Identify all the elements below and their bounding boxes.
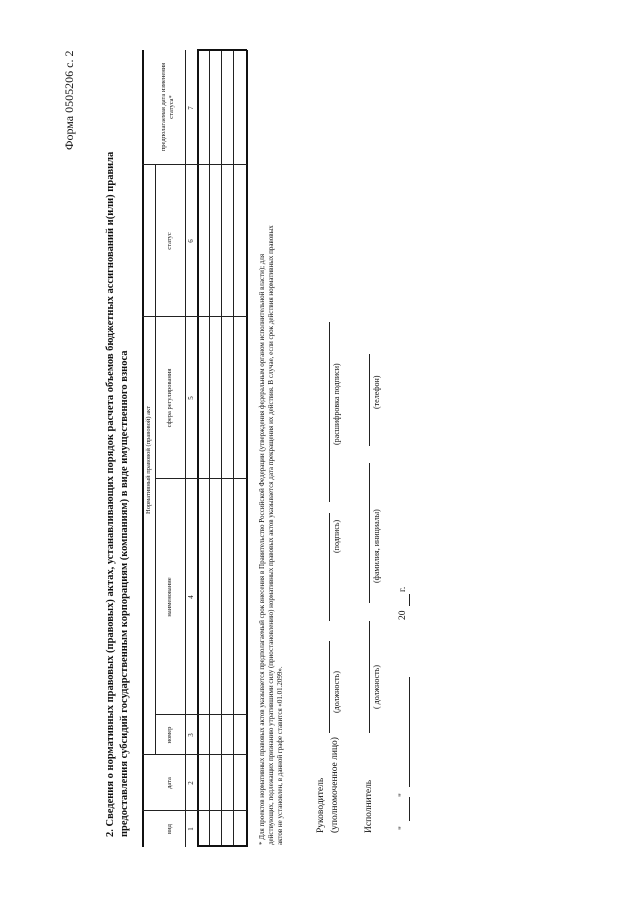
head-label: Руководитель xyxy=(316,777,326,833)
date-quote-open: " xyxy=(398,826,408,830)
date-year-prefix: 20 xyxy=(398,610,408,620)
col-header-status: статус xyxy=(166,232,173,250)
col-num-5: 5 xyxy=(187,396,195,400)
footnote-line-1: * Для проектов нормативных правовых актов указывается предполагаемый срок внесения в Правительство Российской Федерации (утверждения федеральным органом исполнительной власти); для xyxy=(258,253,266,845)
executor-name-caption: (фамилия, инициалы) xyxy=(372,509,381,583)
date-quote-close: " xyxy=(398,793,408,797)
footnote-line-2: действующих, подлежащих признанию утратившими силу (приостановлению) нормативных правовых актов указывается дата прекращения их действия. В случае, если срок действия нормативных правовых xyxy=(267,225,275,845)
footnote-line-3: актов не установлен, в данной графе ставится «01.01.2099». xyxy=(276,666,284,845)
form-header: Форма 0505206 с. 2 xyxy=(62,50,76,150)
col-num-7: 7 xyxy=(187,106,195,110)
section-heading-line-2: предоставления субсидий государственным корпорациям (компаниям) в виде имущественного взноса xyxy=(119,350,130,837)
executor-phone-caption: (телефон) xyxy=(372,375,381,409)
head-signature-line xyxy=(329,513,330,621)
section-heading-line-1: 2. Сведения о нормативных правовых (правовых) актах, устанавливающих порядок расчета объемов бюджетных ассигнований и(или) правила xyxy=(105,151,116,837)
head-decode-line xyxy=(329,322,330,502)
col-num-2: 2 xyxy=(187,781,195,785)
date-year-suffix: г. xyxy=(398,586,408,592)
col-num-4: 4 xyxy=(187,595,195,599)
head-position-caption: (должность) xyxy=(332,671,341,713)
col-header-sphere: сфера регулирования xyxy=(166,368,173,428)
col-num-1: 1 xyxy=(187,827,195,831)
col-header-name: наименование xyxy=(166,577,173,617)
col-num-3: 3 xyxy=(187,733,195,737)
col-header-type: вид xyxy=(166,824,173,834)
head-decode-caption: (расшифровка подписи) xyxy=(332,363,341,445)
executor-position-line xyxy=(369,621,370,733)
executor-name-line xyxy=(369,463,370,603)
col-num-6: 6 xyxy=(187,239,195,243)
head-signature-caption: (подпись) xyxy=(332,519,341,553)
col-header-number: номер xyxy=(166,726,173,744)
date-month-line xyxy=(409,677,410,787)
footnote xyxy=(258,225,285,845)
col-header-status-date: предполагаемая дата изменения статуса* xyxy=(160,62,175,152)
date-day-line xyxy=(409,797,410,821)
executor-position-caption: ( должность) xyxy=(372,665,381,709)
head-position-line xyxy=(329,641,330,733)
section-heading xyxy=(104,152,132,837)
date-year-line xyxy=(409,594,410,606)
col-header-date: дата xyxy=(166,777,173,789)
executor-label: Исполнитель xyxy=(364,779,374,833)
executor-phone-line xyxy=(369,354,370,446)
head-sublabel: (уполномоченное лицо) xyxy=(330,737,340,833)
acts-table xyxy=(142,50,248,847)
group-header: Нормативный правовой (правовой) акт xyxy=(145,406,152,514)
